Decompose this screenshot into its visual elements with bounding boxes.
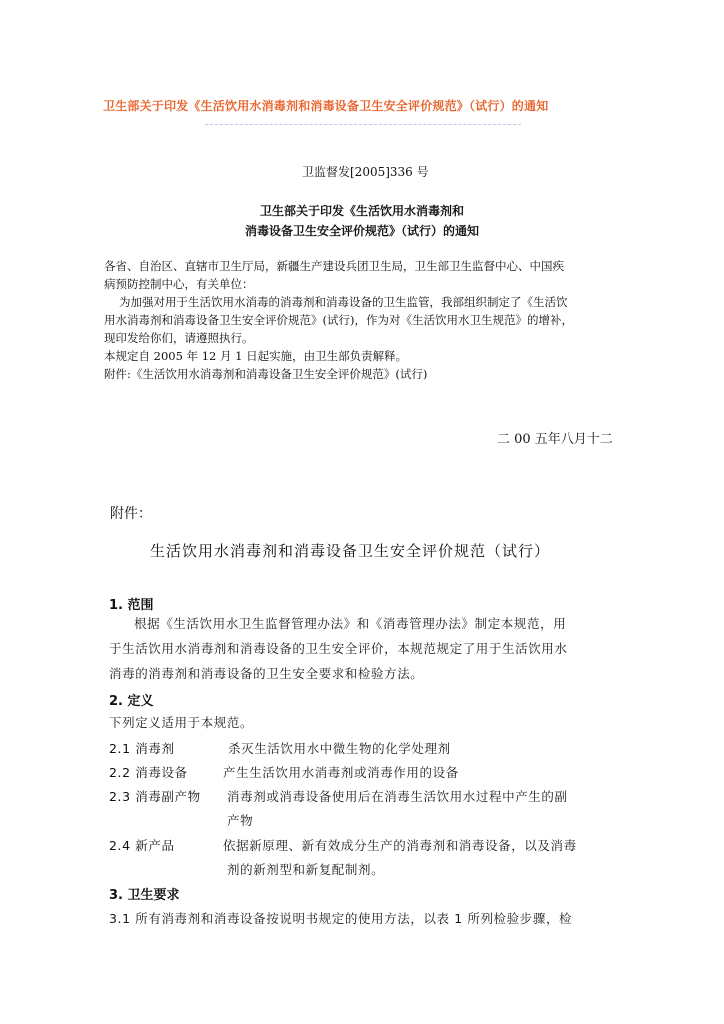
section-3-heading: 3. 卫生要求 bbox=[109, 888, 180, 903]
title-divider bbox=[205, 124, 521, 125]
body-line-1: 为加强对用于生活饮用水消毒的消毒剂和消毒设备的卫生监管，我部组织制定了《生活饮 bbox=[119, 295, 568, 309]
document-number: 卫监督发[2005]336 号 bbox=[302, 165, 429, 179]
section-1-line-2: 于生活饮用水消毒剂和消毒设备的卫生安全评价，本规范规定了用于生活饮用水 bbox=[109, 641, 568, 656]
definition-2-2-term: 2.2 消毒设备 bbox=[109, 765, 188, 780]
notice-title-line-2: 消毒设备卫生安全评价规范》（试行）的通知 bbox=[244, 224, 479, 238]
addressee-line-2: 病预防控制中心，有关单位： bbox=[104, 277, 254, 291]
definition-2-1-term: 2.1 消毒剂 bbox=[109, 741, 175, 756]
section-2-intro: 下列定义适用于本规范。 bbox=[109, 715, 254, 730]
section-2-heading: 2. 定义 bbox=[109, 694, 154, 709]
section-1-line-1: 根据《生活饮用水卫生监督管理办法》和《消毒管理办法》制定本规范，用 bbox=[134, 616, 567, 631]
web-page-title: 卫生部关于印发《生活饮用水消毒剂和消毒设备卫生安全评价规范》（试行）的通知 bbox=[103, 99, 549, 113]
effective-date-line: 本规定自 2005 年 12 月 1 日起实施，由卫生部负责解释。 bbox=[104, 349, 408, 363]
body-line-3: 现印发给你们，请遵照执行。 bbox=[104, 331, 254, 345]
definition-2-3-term: 2.3 消毒副产物 bbox=[109, 789, 201, 804]
definition-2-2-text: 产生生活饮用水消毒剂或消毒作用的设备 bbox=[223, 765, 459, 780]
attachment-line: 附件:《生活饮用水消毒剂和消毒设备卫生安全评价规范》(试行) bbox=[104, 367, 428, 381]
annex-title: 生活饮用水消毒剂和消毒设备卫生安全评价规范（试行） bbox=[150, 542, 551, 560]
definition-2-1-text: 杀灭生活饮用水中微生物的化学处理剂 bbox=[228, 741, 451, 756]
notice-title-line-1: 卫生部关于印发《生活饮用水消毒剂和 bbox=[259, 204, 464, 218]
section-1-heading: 1. 范围 bbox=[109, 598, 154, 613]
definition-2-4-text-cont: 剂的新剂型和新复配制剂。 bbox=[227, 862, 385, 877]
definition-2-4-text: 依据新原理、新有效成分生产的消毒剂和消毒设备，以及消毒 bbox=[223, 838, 577, 853]
section-1-line-3: 消毒的消毒剂和消毒设备的卫生安全要求和检验方法。 bbox=[109, 666, 424, 681]
body-line-2: 用水消毒剂和消毒设备卫生安全评价规范》(试行)，作为对《生活饮用水卫生规范》的增补， bbox=[104, 313, 573, 327]
definition-2-3-text: 消毒剂或消毒设备使用后在消毒生活饮用水过程中产生的副 bbox=[227, 789, 568, 804]
addressee-line-1: 各省、自治区、直辖市卫生厅局，新疆生产建设兵团卫生局，卫生部卫生监督中心、中国疾 bbox=[104, 259, 564, 273]
section-3-line-1: 3.1 所有消毒剂和消毒设备按说明书规定的使用方法，以表 1 所列检验步骤，检 bbox=[109, 911, 573, 926]
definition-2-4-term: 2.4 新产品 bbox=[109, 838, 175, 853]
definition-2-3-text-cont: 产物 bbox=[227, 813, 254, 828]
issue-date: 二 00 五年八月十二 bbox=[497, 432, 613, 447]
annex-label: 附件： bbox=[110, 506, 152, 522]
